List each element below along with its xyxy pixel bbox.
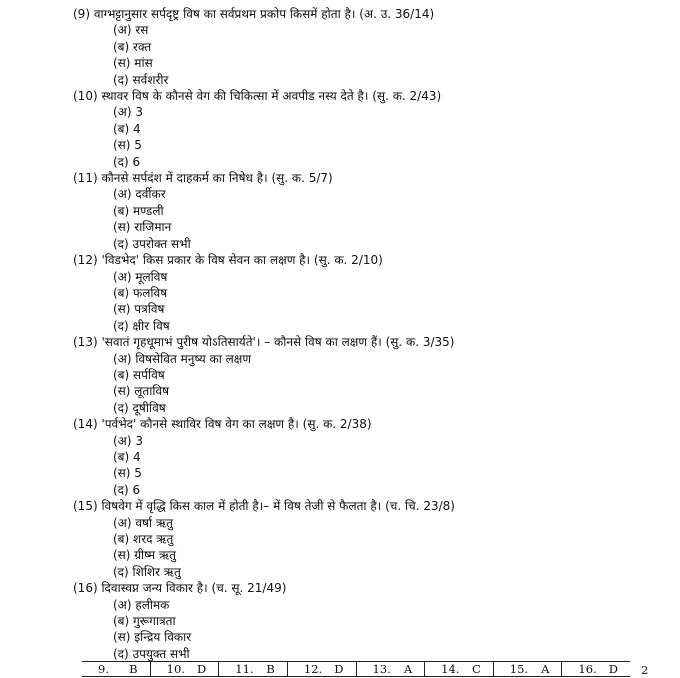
question-list <box>73 6 673 662</box>
option-d: (द) शिशिर ऋतु <box>113 564 181 579</box>
option-b: (ब) 4 <box>113 121 141 136</box>
option-b: (ब) रक्त <box>113 39 152 54</box>
option-c: (स) राजिमान <box>113 220 172 235</box>
answer-number: 14. <box>441 662 460 676</box>
answer-number: 12. <box>303 662 323 676</box>
option-c: (स) लूताविष <box>113 384 170 399</box>
question-text: (16) दिवास्वप्न जन्य विकार है। (च. सू. 21/49) <box>73 581 287 596</box>
question-text: (15) विषवेग में वृद्धि किस काल में होती है।– में विष तेजी से फैलता है। (च. चि. 23/8) <box>73 499 455 514</box>
option-c: (स) 5 <box>113 138 142 153</box>
question-14 <box>73 416 673 498</box>
option-a: (अ) 3 <box>113 105 143 120</box>
option-c: (स) इन्द्रिय विकार <box>113 630 192 645</box>
option-a: (अ) दर्वीकर <box>113 187 166 202</box>
answer-key-bar <box>82 661 630 677</box>
question-text: (13) 'सवातं गृहधूमाभं पुरीष योऽतिसार्यते'। – कौनसे विष का लक्षण हैं। (सु. क. 3/35) <box>73 335 455 350</box>
answer-number: 15. <box>509 662 529 676</box>
answer-letter: D <box>608 662 618 676</box>
question-text: (14) 'पर्वभेद' कौनसे स्थाविर विष वेग का लक्षण है। (सु. क. 2/38) <box>73 417 372 432</box>
option-c: (स) पत्रविष <box>113 302 165 317</box>
answer-key-item <box>562 662 630 676</box>
option-d: (द) 6 <box>113 482 141 497</box>
answer-letter: A <box>403 662 413 676</box>
option-d: (द) दूषीविष <box>113 400 166 415</box>
question-text: (11) कौनसे सर्पदंश में दाहकर्म का निषेध है। (सु. क. 5/7) <box>73 171 333 186</box>
answer-letter: B <box>266 662 275 676</box>
option-b: (ब) मण्डली <box>113 203 164 218</box>
option-c: (स) मांस <box>113 56 153 71</box>
option-a: (अ) 3 <box>113 433 143 448</box>
option-c: (स) ग्रीष्म ऋतु <box>113 548 177 563</box>
option-b: (ब) शरद ऋतु <box>113 532 174 546</box>
question-text: (12) 'विडभेद' किस प्रकार के विष सेवन का लक्षण है। (सु. क. 2/10) <box>73 253 383 268</box>
question-16 <box>73 580 673 662</box>
answer-key-item <box>357 662 426 676</box>
answer-number: 9. <box>98 662 109 676</box>
page-number: 2 <box>641 663 649 677</box>
answer-key-item <box>219 662 288 676</box>
answer-key-item <box>494 662 563 676</box>
option-d: (द) क्षीर विष <box>113 318 170 333</box>
answer-letter: B <box>129 662 138 676</box>
answer-number: 10. <box>166 662 185 676</box>
answer-key-item <box>288 662 357 676</box>
option-b: (ब) फलविष <box>113 285 168 300</box>
option-a: (अ) रस <box>113 23 149 38</box>
answer-key-item <box>151 662 220 676</box>
option-d: (द) सर्वशरीर <box>113 72 169 87</box>
option-a: (अ) वर्षा ऋतु <box>113 515 173 530</box>
option-b: (ब) गुरूगात्रता <box>113 614 176 629</box>
answer-letter: A <box>541 662 550 676</box>
answer-number: 11. <box>235 662 254 676</box>
option-d: (द) 6 <box>113 154 141 169</box>
option-a: (अ) विषसेवित मनुष्य का लक्षण <box>113 351 252 366</box>
question-text: (9) वाग्भट्टानुसार सर्पदृष्ट्र विष का सर्वप्रथम प्रकोप किसमें होता है। (अ. उ. 36/14) <box>73 7 435 21</box>
answer-number: 13. <box>372 662 391 676</box>
question-10 <box>73 88 673 170</box>
question-text: (10) स्थावर विष के कौनसे वेग की चिकित्सा में अवपीड नस्य देते है। (सु. क. 2/43) <box>73 89 442 104</box>
option-c: (स) 5 <box>113 466 142 481</box>
answer-key-item <box>425 662 494 676</box>
question-13 <box>73 334 673 416</box>
question-11 <box>73 170 673 252</box>
answer-letter: D <box>197 662 207 676</box>
option-d: (द) उपयुक्त सभी <box>113 646 190 661</box>
question-9 <box>73 6 673 88</box>
answer-letter: D <box>334 662 344 676</box>
answer-key-item <box>82 662 151 676</box>
answer-number: 16. <box>578 662 597 676</box>
answer-letter: C <box>471 662 481 676</box>
option-a: (अ) मूलविष <box>113 269 168 284</box>
question-15 <box>73 498 673 580</box>
option-a: (अ) हलीमक <box>113 597 170 612</box>
option-d: (द) उपरोक्त सभी <box>113 236 191 251</box>
option-b: (ब) सर्पविष <box>113 367 165 382</box>
question-12 <box>73 252 673 334</box>
option-b: (ब) 4 <box>113 449 141 464</box>
